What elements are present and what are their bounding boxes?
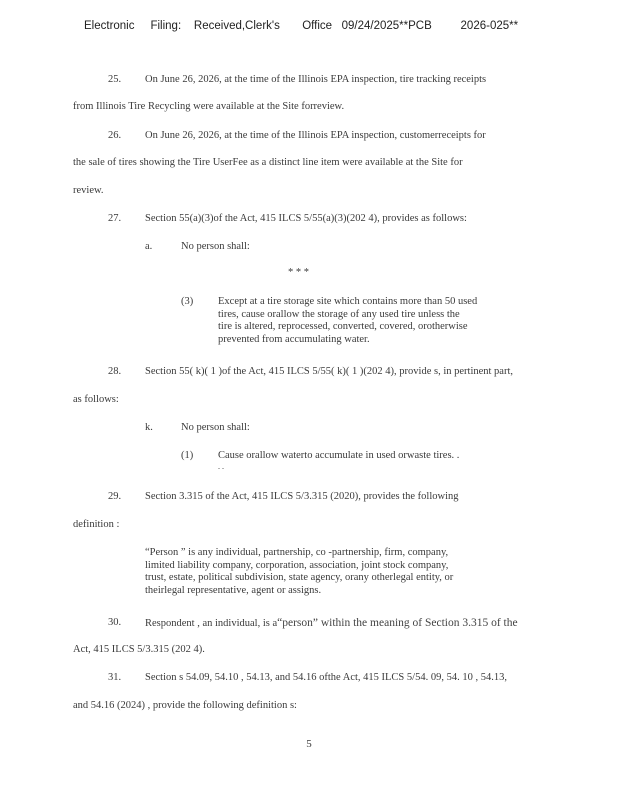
- paragraph-number: 25.: [108, 74, 122, 85]
- paragraph-text: Section 55(a)(3)of the Act, 415 ILCS 5/55(a)(3)(202 4), provides as follows:: [145, 213, 467, 224]
- paragraph-number: 30.: [108, 617, 122, 628]
- quote-line: trust, estate, political subdivision, state agency, orany otherlegal entity, or: [145, 572, 454, 583]
- paragraph-number: 29.: [108, 491, 122, 502]
- subsection-lead: No person shall:: [181, 422, 250, 433]
- ellipsis-dots: . .: [218, 462, 224, 471]
- quoted-definition-text: [145, 547, 453, 597]
- quote-line: Except at a tire storage site which contains more than 50 used: [218, 296, 478, 307]
- filing-header: Electronic Filing: Received,Clerk's Office 09/24/2025**PCB 2026-025**: [84, 20, 519, 32]
- paragraph-text: On June 26, 2026, at the time of the Illinois EPA inspection, customerreceipts for: [145, 130, 486, 141]
- paragraph-number: 28.: [108, 366, 122, 377]
- quote-line: limited liability company, corporation, association, joint stock company,: [145, 559, 449, 571]
- paragraph-text: Section 55( k)( 1 )of the Act, 415 ILCS 5/55( k)( 1 )(202 4), provide s, in pertinent part,: [145, 366, 514, 377]
- paragraph-text: from Illinois Tire Recycling were available at the Site forreview.: [73, 101, 345, 112]
- quote-line: prevented from accumulating water.: [218, 333, 370, 345]
- quoted-statute-text: [218, 296, 477, 346]
- item-number: (1): [181, 450, 194, 461]
- paragraph-number: 27.: [108, 213, 122, 224]
- subsection-lead: No person shall:: [181, 241, 250, 252]
- subsection-letter: a.: [145, 241, 153, 252]
- subsection-letter: k.: [145, 422, 153, 433]
- paragraph-text: Section s 54.09, 54.10 , 54.13, and 54.16 ofthe Act, 415 ILCS 5/54. 09, 54. 10 , 54.13,: [145, 672, 507, 683]
- quote-line: “Person ” is any individual, partnership, co -partnership, firm, company,: [145, 547, 449, 558]
- quote-line: theirlegal representative, agent or assigns.: [145, 584, 322, 596]
- paragraph-text: the sale of tires showing the Tire UserFee as a distinct line item were available at the Site for: [73, 157, 463, 168]
- item-number: (3): [181, 296, 194, 307]
- paragraph-number: 31.: [108, 672, 122, 683]
- paragraph-text-emphasis: “person” within the meaning of Section 3.315 of the: [277, 617, 518, 629]
- quote-line: tire is altered, reprocessed, converted, covered, orotherwise: [218, 321, 468, 332]
- page-number: 5: [306, 738, 312, 750]
- paragraph-text: review.: [73, 185, 104, 196]
- paragraph-number: 26.: [108, 130, 122, 141]
- paragraph-text: On June 26, 2026, at the time of the Illinois EPA inspection, tire tracking receipts: [145, 74, 487, 85]
- paragraph-text: Act, 415 ILCS 5/3.315 (202 4).: [73, 644, 205, 655]
- paragraph-text-part: Respondent , an individual, is a: [145, 618, 278, 629]
- paragraph-text: and 54.16 (2024) , provide the following definition s:: [73, 700, 297, 711]
- paragraph-text: [145, 617, 518, 629]
- quoted-statute-text: Cause orallow waterto accumulate in used orwaste tires. .: [218, 450, 460, 461]
- paragraph-text: definition :: [73, 519, 120, 530]
- ellipsis-stars: * * *: [288, 267, 309, 278]
- quote-line: tires, cause orallow the storage of any used tire unless the: [218, 308, 460, 320]
- paragraph-text: as follows:: [73, 394, 119, 405]
- paragraph-text: Section 3.315 of the Act, 415 ILCS 5/3.315 (2020), provides the following: [145, 491, 459, 502]
